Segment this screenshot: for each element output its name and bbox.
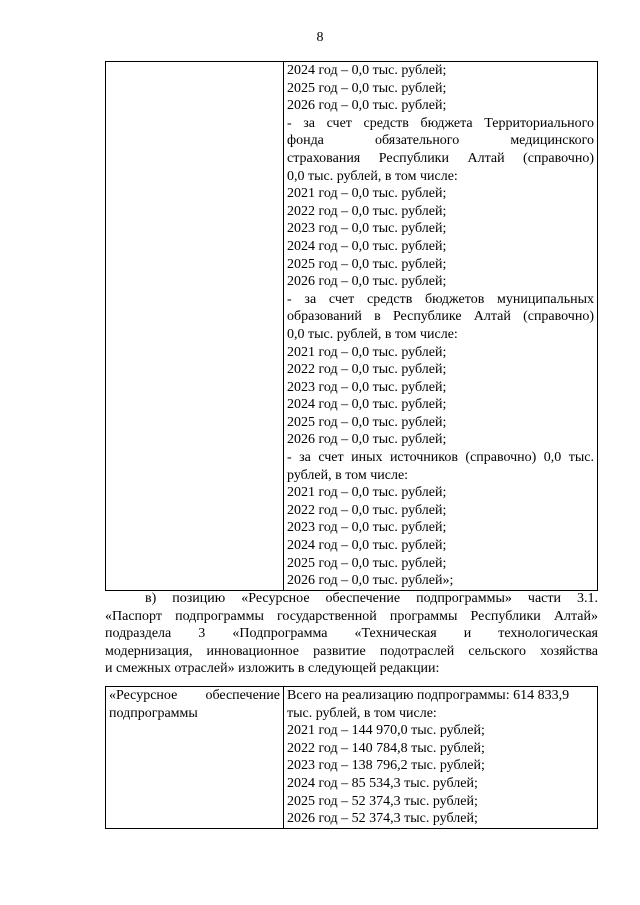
table-line: страхования Республики Алтай (справочно) [287, 150, 594, 166]
table-line: 2025 год – 0,0 тыс. рублей; [287, 555, 447, 571]
table-left-cell [106, 687, 284, 829]
table-line: 2022 год – 0,0 тыс. рублей; [287, 203, 447, 219]
resource-provision-table [105, 686, 598, 829]
table-line: 2023 год – 138 796,2 тыс. рублей; [287, 758, 485, 774]
paragraph-line: «Паспорт подпрограммы государственной программы Республики Алтай» [105, 608, 598, 624]
funding-table-continued [105, 61, 598, 591]
table-line: 2021 год – 0,0 тыс. рублей; [287, 485, 447, 501]
table-line: 2023 год – 0,0 тыс. рублей; [287, 520, 447, 536]
table-line: 2021 год – 0,0 тыс. рублей; [287, 344, 447, 360]
amendment-paragraph [105, 590, 598, 678]
table-line: 2026 год – 0,0 тыс. рублей; [287, 432, 447, 448]
paragraph-line: модернизация, инновационное развитие подотраслей сельского хозяйства [105, 643, 598, 659]
row-label-line: «Ресурсное обеспечение [109, 688, 280, 703]
table-line: 2022 год – 0,0 тыс. рублей; [287, 502, 447, 518]
paragraph-line: подраздела 3 «Подпрограмма «Техническая и технологическая [105, 626, 598, 642]
table-line: 2023 год – 0,0 тыс. рублей; [287, 379, 447, 395]
table-line: 2022 год – 140 784,8 тыс. рублей; [287, 740, 485, 756]
table-line: - за счет иных источников (справочно) 0,0 тыс. [287, 450, 594, 466]
table-line: - за счет средств бюджетов муниципальных [287, 291, 594, 307]
table-line: - за счет средств бюджета Территориального [287, 115, 594, 131]
table-line: 2025 год – 0,0 тыс. рублей; [287, 414, 447, 430]
table-line: 2026 год – 52 374,3 тыс. рублей; [287, 811, 478, 827]
table-line: 2022 год – 0,0 тыс. рублей; [287, 362, 447, 378]
table-line: 2026 год – 0,0 тыс. рублей; [287, 274, 447, 290]
table-line: 2023 год – 0,0 тыс. рублей; [287, 221, 447, 237]
table-line: 2024 год – 0,0 тыс. рублей; [287, 63, 447, 78]
table-line: 0,0 тыс. рублей, в том числе: [287, 168, 458, 184]
paragraph-line: в) позицию «Ресурсное обеспечение подпрограммы» части 3.1. [145, 591, 598, 606]
table-line: 2024 год – 0,0 тыс. рублей; [287, 397, 447, 413]
table-line: образований в Республике Алтай (справочно) [287, 309, 594, 325]
table-line: 2021 год – 144 970,0 тыс. рублей; [287, 723, 485, 739]
page-number: 8 [316, 30, 324, 45]
table-line: рублей, в том числе: [287, 467, 409, 483]
table-line: 0,0 тыс. рублей, в том числе: [287, 326, 458, 342]
table-line: 2026 год – 0,0 тыс. рублей»; [287, 573, 454, 589]
table-line: 2026 год – 0,0 тыс. рублей; [287, 98, 447, 114]
table-right-cell [284, 62, 598, 591]
table-line: 2024 год – 0,0 тыс. рублей; [287, 238, 447, 254]
table-line: тыс. рублей, в том числе: [287, 705, 437, 721]
table-line: фонда обязательного медицинского [287, 133, 594, 149]
table-line: 2021 год – 0,0 тыс. рублей; [287, 186, 447, 202]
table-line: 2025 год – 0,0 тыс. рублей; [287, 80, 447, 96]
row-label-line: подпрограммы [109, 705, 198, 721]
table-left-cell-empty [106, 62, 284, 591]
table-line: 2024 год – 85 534,3 тыс. рублей; [287, 775, 478, 791]
table-right-cell [284, 687, 598, 829]
table-line: 2025 год – 0,0 тыс. рублей; [287, 256, 447, 272]
table-line: Всего на реализацию подпрограммы: 614 833,9 [287, 688, 570, 703]
table-line: 2024 год – 0,0 тыс. рублей; [287, 538, 447, 554]
paragraph-line: и смежных отраслей» изложить в следующей редакции: [105, 661, 440, 677]
table-line: 2025 год – 52 374,3 тыс. рублей; [287, 793, 478, 809]
